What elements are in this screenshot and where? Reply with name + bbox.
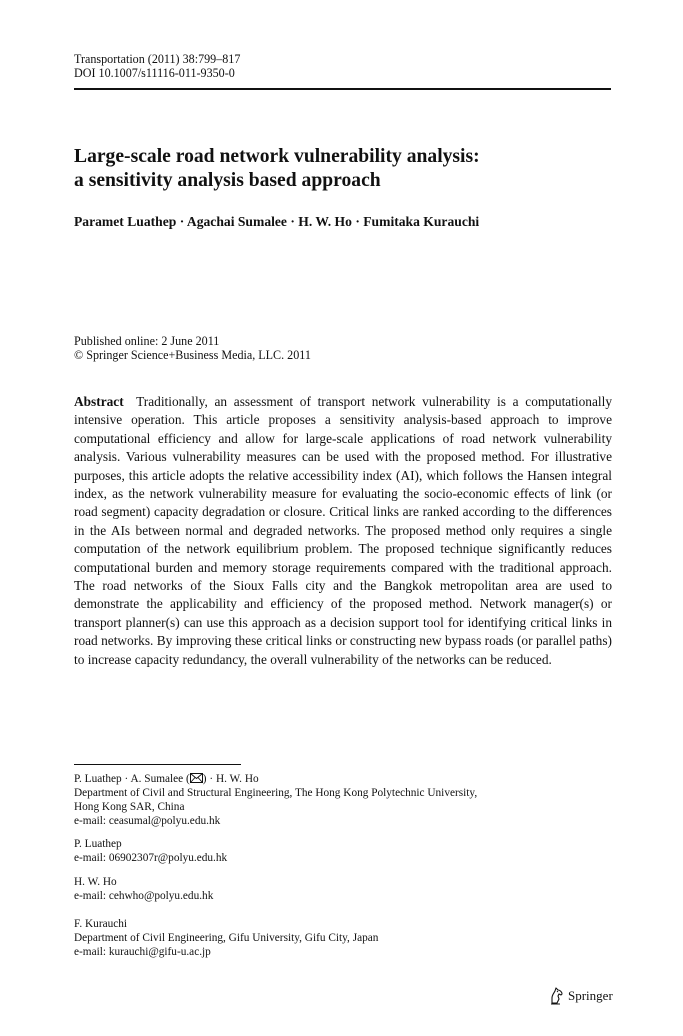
springer-horse-icon xyxy=(549,987,565,1005)
abstract-label: Abstract xyxy=(74,394,124,409)
footnote-author-name: F. Kurauchi xyxy=(74,918,128,930)
footnote-rule xyxy=(74,764,241,765)
header-rule xyxy=(74,88,611,90)
footnote-names-start: P. Luathep · A. Sumalee ( xyxy=(74,773,190,785)
footnote-location: Hong Kong SAR, China xyxy=(74,801,185,813)
copyright-notice: © Springer Science+Business Media, LLC. 2011 xyxy=(74,348,311,362)
footnote-department: Department of Civil and Structural Engineering, The Hong Kong Polytechnic University, xyxy=(74,787,478,799)
footnote-author-name: H. W. Ho xyxy=(74,876,117,888)
abstract xyxy=(74,393,612,669)
article-title xyxy=(74,145,614,193)
published-date: Published online: 2 June 2011 xyxy=(74,334,220,348)
journal-reference: Transportation (2011) 38:799–817 xyxy=(74,52,241,66)
footnote-email: e-mail: 06902307r@polyu.edu.hk xyxy=(74,852,228,864)
footnote-email: e-mail: ceasumal@polyu.edu.hk xyxy=(74,815,221,827)
envelope-icon xyxy=(190,773,203,783)
abstract-text: Traditionally, an assessment of transport network vulnerability is a computationally intensive operation. This article proposes a sensitivity analysis-based approach to improve computational efficiency and allow for large-scale applications of road network vulnerability analysis. Various vulnerability measures can be used with the proposed method. For illustrative purposes, this article adopts the relative accessibility index (AI), which follows the Hansen integral index, as the network vulnerability measure for evaluating the socio-economic effects of link (or road segment) capacity degradation or closure. Critical links are ranked according to the differences in the AIs between normal and degraded networks. The proposed method only requires a single computation of the network equilibrium problem. The proposed technique significantly reduces computational burden and memory storage requirements compared with the traditional approach. The road networks of the Sioux Falls city and the Bangkok metropolitan area are used to demonstrate the applicability and efficiency of the proposed method. Network manager(s) or transport planner(s) can use this approach as a decision support tool for identifying critical links in road networks. By improving these critical links or constructing new bypass roads (or parallel paths) to increase capacity redundancy, the overall vulnerability of the networks can be reduced. xyxy=(74,394,612,667)
title-line-2: a sensitivity analysis based approach xyxy=(74,170,381,191)
publisher-name: Springer xyxy=(568,988,613,1003)
doi: DOI 10.1007/s11116-011-9350-0 xyxy=(74,66,235,80)
footnote-email: e-mail: cehwho@polyu.edu.hk xyxy=(74,890,214,902)
footnote-author-names xyxy=(74,773,259,787)
footnote-department: Department of Civil Engineering, Gifu University, Gifu City, Japan xyxy=(74,932,379,944)
publisher-logo xyxy=(549,987,613,1005)
author-list: Paramet Luathep · Agachai Sumalee · H. W. Ho · Fumitaka Kurauchi xyxy=(74,214,480,229)
footnote-author-name: P. Luathep xyxy=(74,838,122,850)
footnote-email: e-mail: kurauchi@gifu-u.ac.jp xyxy=(74,946,211,958)
title-line-1: Large-scale road network vulnerability analysis: xyxy=(74,146,480,167)
footnote-names-end: ) · H. W. Ho xyxy=(202,773,259,785)
